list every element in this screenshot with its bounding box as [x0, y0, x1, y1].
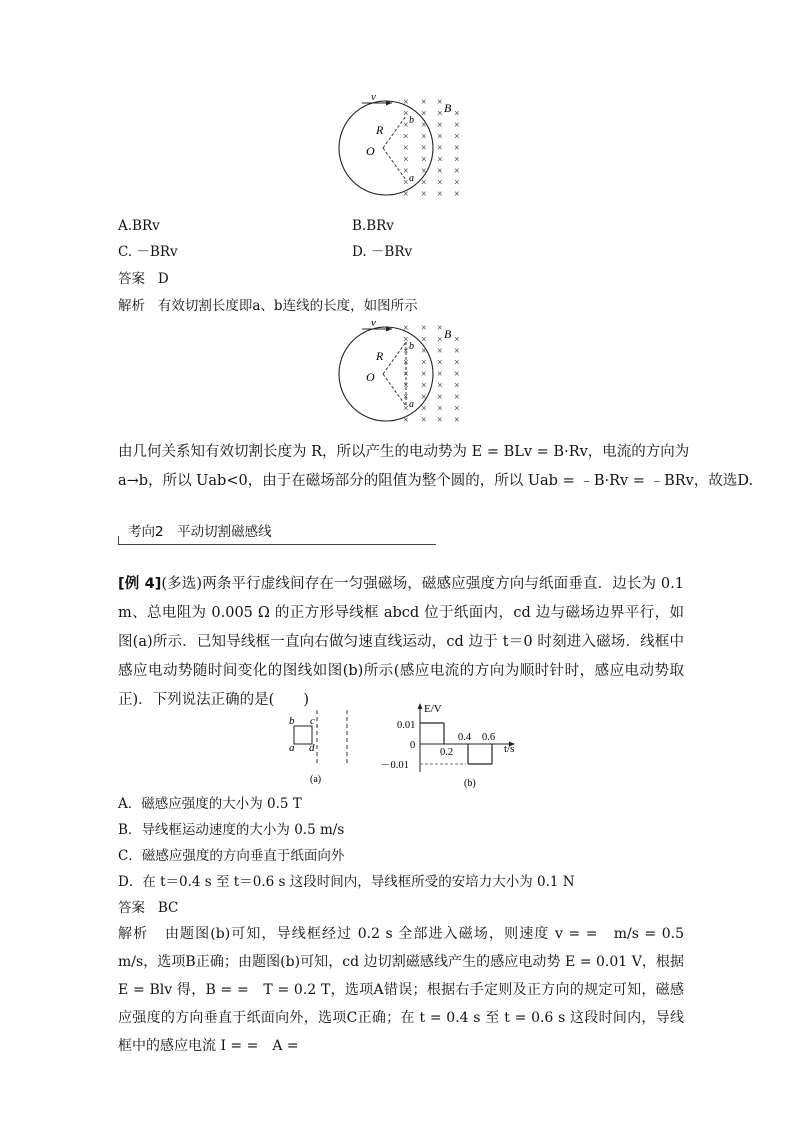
field-cross: ×	[437, 346, 443, 357]
section-title: 考向2 平动切割磁感线	[128, 524, 272, 540]
field-cross: ×	[403, 346, 409, 357]
label-v: v	[371, 92, 376, 103]
field-cross: ×	[437, 154, 443, 166]
field-cross: ×	[421, 380, 427, 392]
field-cross: ×	[437, 189, 443, 200]
field-cross: ×	[437, 143, 443, 154]
field-cross: ×	[454, 154, 460, 166]
field-cross: ×	[437, 369, 443, 380]
figb-xlabel: t/s	[504, 743, 515, 755]
field-cross: ×	[421, 154, 427, 166]
label-O-2: O	[366, 370, 375, 384]
label-b-2: b	[409, 341, 414, 352]
field-cross: ×	[454, 131, 460, 143]
label-R-2: R	[376, 349, 384, 363]
field-cross: ×	[403, 97, 409, 108]
field-cross: ×	[437, 323, 443, 334]
analysis-label: 解析	[118, 298, 145, 314]
field-cross: ×	[421, 346, 427, 357]
section-header	[118, 520, 436, 546]
analysis-2	[118, 920, 684, 1060]
field-cross: ×	[421, 334, 427, 346]
field-cross: ×	[403, 415, 409, 426]
analysis-2-text: 由题图(b)可知，导线框经过 0.2 s 全部进入磁场，则速度 v = = m/s = 0.5 m/s，选项B正确；由题图(b)可知，cd 边切割磁感线产生的感应电动势 E = 0.01 V，根据 E = Blv 得，B = = T = 0.2 T，选项A错误；根据右手定则及正方向的规定可知，磁感应强度的方向垂直于纸面向外，选项C正确；在 t = 0.4 s 至 t = 0.6 s 这段时间内，导线框中的感应电流 I = = A =	[118, 926, 685, 1054]
field-cross: ×	[403, 334, 409, 346]
field-cross: ×	[421, 120, 427, 131]
field-cross: ×	[403, 403, 409, 415]
answer-value: D	[157, 271, 169, 287]
field-cross: ×	[454, 334, 460, 346]
field-cross: ×	[437, 334, 443, 346]
label-O: O	[366, 144, 375, 158]
figa-c: c	[310, 715, 315, 727]
label-a-2: a	[409, 399, 414, 410]
figb-y-zero: 0	[410, 740, 416, 751]
figure-circle-field-2	[330, 318, 480, 430]
figb-y-neg: －0.01	[380, 760, 409, 771]
field-cross: ×	[421, 143, 427, 154]
field-cross: ×	[403, 154, 409, 166]
field-cross: ×	[403, 177, 409, 189]
field-cross: ×	[454, 120, 460, 131]
example-text: (多选)两条平行虚线间存在一匀强磁场，磁感应强度方向与纸面垂直．边长为 0.1 m、总电阻为 0.005 Ω 的正方形导线框 abcd 位于纸面内，cd 边与磁场边界平行，如图(a)所示．已知导线框一直向右做匀速直线运动，cd 边于 t＝0 时刻进入磁场．线框中感应电动势随时间变化的图线如图(b)所示(感应电流的方向为顺时针时，感应电动势取正)．下列说法正确的是( )	[118, 576, 684, 708]
analysis-1-intro	[118, 297, 418, 315]
field-cross: ×	[403, 166, 409, 177]
field-cross: ×	[403, 143, 409, 154]
field-cross: ×	[421, 403, 427, 415]
figa-d: d	[309, 742, 315, 754]
field-cross: ×	[421, 131, 427, 143]
figa-b: b	[289, 715, 295, 727]
field-cross: ×	[454, 189, 460, 200]
figure-circle-field-1	[330, 92, 480, 204]
field-cross: ×	[403, 108, 409, 120]
field-cross: ×	[421, 415, 427, 426]
field-cross: ×	[454, 369, 460, 380]
field-cross: ×	[437, 177, 443, 189]
ex4-option-d: D．在 t＝0.4 s 至 t＝0.6 s 这段时间内，导线框所受的安培力大小为 0.1 N	[118, 874, 575, 890]
figb-y-pos: 0.01	[397, 720, 416, 731]
option-c: C. －BRv	[118, 244, 178, 260]
field-cross: ×	[403, 369, 409, 380]
field-cross: ×	[437, 415, 443, 426]
field-cross: ×	[421, 369, 427, 380]
answer-1	[118, 270, 169, 288]
field-cross: ×	[454, 415, 460, 426]
analysis-2-label: 解析	[118, 926, 149, 942]
ex4-option-c: C．磁感应强度的方向垂直于纸面向外	[118, 848, 345, 864]
field-cross: ×	[421, 392, 427, 403]
figb-ylabel: E/V	[424, 703, 442, 715]
field-cross: ×	[421, 357, 427, 369]
field-cross: ×	[403, 392, 409, 403]
answer-label: 答案	[118, 271, 145, 287]
figa-a: a	[289, 742, 295, 754]
field-cross: ×	[437, 131, 443, 143]
analysis-1-line-2: a→b，所以 Uab<0，由于在磁场部分的阻值为整个圆的，所以 Uab = ﹣B·Rv = ﹣BRv，故选D.	[118, 473, 754, 489]
ex4-option-b: B．导线框运动速度的大小为 0.5 m/s	[118, 822, 345, 838]
label-B: B	[444, 101, 452, 115]
analysis-intro: 有效切割长度即a、b连线的长度，如图所示	[157, 298, 418, 314]
field-cross: ×	[454, 177, 460, 189]
field-cross: ×	[454, 403, 460, 415]
field-cross: ×	[454, 380, 460, 392]
field-cross: ×	[437, 392, 443, 403]
field-cross: ×	[437, 120, 443, 131]
field-cross: ×	[437, 357, 443, 369]
field-cross: ×	[437, 166, 443, 177]
answer-2	[118, 899, 178, 917]
field-cross: ×	[454, 166, 460, 177]
field-cross: ×	[437, 380, 443, 392]
analysis-1-line-1: 由几何关系知有效切割长度为 R，所以产生的电动势为 E = BLv = B·Rv，电流的方向为	[118, 444, 690, 460]
field-cross: ×	[403, 357, 409, 369]
field-cross: ×	[454, 392, 460, 403]
field-cross: ×	[421, 97, 427, 108]
field-cross: ×	[454, 108, 460, 120]
figure-b-emf-graph	[366, 700, 526, 790]
option-b: B.BRv	[352, 218, 394, 234]
field-cross: ×	[437, 97, 443, 108]
field-cross: ×	[403, 323, 409, 334]
answer-2-label: 答案	[118, 900, 145, 916]
figa-caption: (a)	[310, 774, 322, 785]
label-a: a	[409, 173, 414, 184]
answer-2-value: BC	[157, 900, 179, 916]
field-cross: ×	[403, 380, 409, 392]
field-cross: ×	[454, 357, 460, 369]
figure-a	[284, 700, 364, 790]
field-cross: ×	[421, 189, 427, 200]
field-cross: ×	[437, 403, 443, 415]
option-d: D. －BRv	[352, 244, 413, 260]
ex4-option-a: A．磁感应强度的大小为 0.5 T	[118, 796, 302, 812]
label-v-2: v	[371, 318, 376, 329]
figb-caption: (b)	[464, 778, 476, 789]
field-cross: ×	[454, 143, 460, 154]
figb-x2: 0.4	[458, 732, 472, 743]
field-cross: ×	[403, 189, 409, 200]
option-a: A.BRv	[118, 218, 160, 234]
example-label: [例 4]	[118, 576, 162, 592]
field-cross: ×	[421, 108, 427, 120]
label-R: R	[376, 123, 384, 137]
field-cross: ×	[437, 108, 443, 120]
example-4	[118, 570, 684, 715]
field-cross: ×	[403, 131, 409, 143]
label-b: b	[409, 115, 414, 126]
field-cross: ×	[421, 166, 427, 177]
figb-x1: 0.2	[440, 747, 454, 758]
field-cross: ×	[421, 323, 427, 334]
field-cross: ×	[403, 120, 409, 131]
field-cross: ×	[421, 177, 427, 189]
field-cross: ×	[454, 346, 460, 357]
figb-x3: 0.6	[482, 732, 496, 743]
label-B-2: B	[444, 327, 452, 341]
